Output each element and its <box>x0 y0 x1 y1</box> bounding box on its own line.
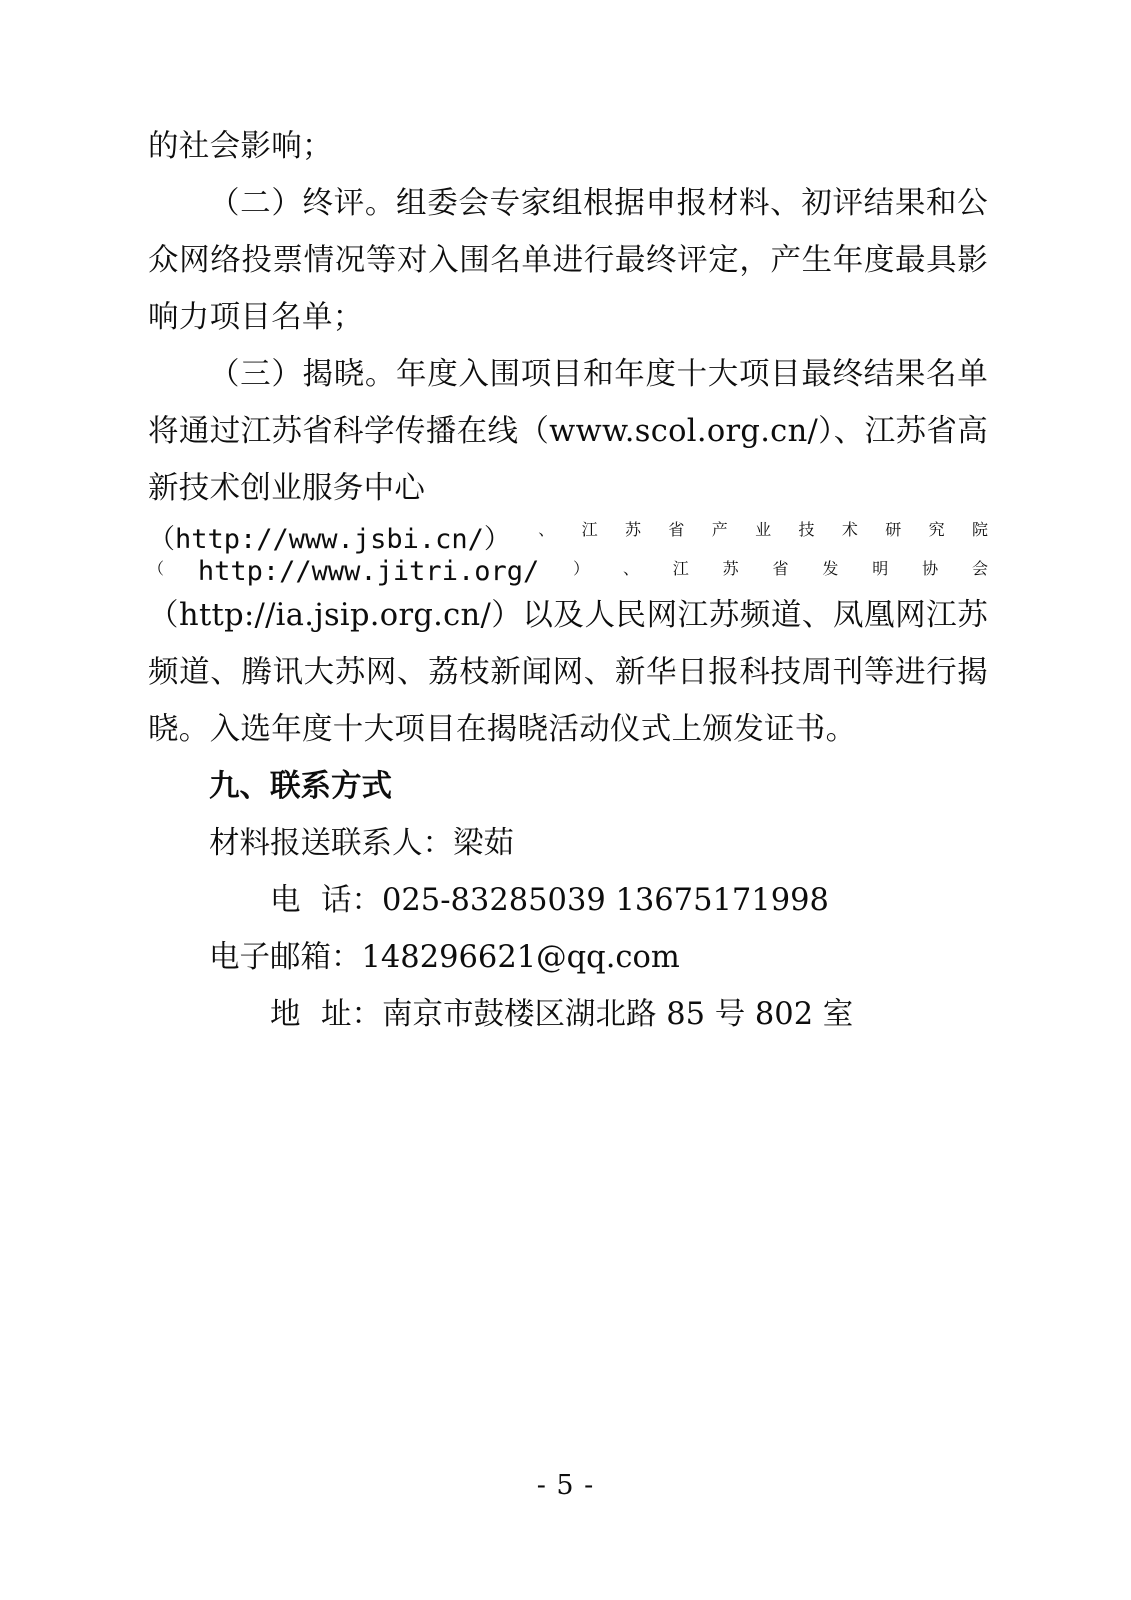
contact-person-value: 梁茹 <box>453 826 514 861</box>
contact-address <box>148 986 988 1043</box>
paren-close: ） <box>573 559 590 578</box>
char-7: 术 <box>841 520 858 539</box>
char-6: 技 <box>798 520 815 539</box>
paragraph-continuation: 的社会影响； <box>148 129 333 164</box>
page-number: - 5 - <box>536 1470 595 1501</box>
paren-open: （ <box>148 559 165 578</box>
char-3: 省 <box>668 520 685 539</box>
url-jitri: http://www.jitri.org/ <box>197 556 540 587</box>
url-line-jsbi <box>148 517 988 556</box>
contact-person-label: 材料报送联系人： <box>209 826 453 861</box>
char-15: 明 <box>872 559 889 578</box>
char-12: 苏 <box>722 559 739 578</box>
contact-phone-value: 025-83285039 13675171998 <box>382 883 829 918</box>
char-10: 院 <box>971 520 988 539</box>
char-13: 省 <box>772 559 789 578</box>
contact-phone <box>148 872 988 929</box>
char-14: 发 <box>822 559 839 578</box>
char-16: 协 <box>922 559 939 578</box>
paragraph-final-review: （二）终评。组委会专家组根据申报材料、初评结果和公众网络投票情况等对入围名单进行最终评定，产生年度最具影响力项目名单； <box>148 186 988 335</box>
section-heading-contact: 九、联系方式 <box>209 768 392 804</box>
char-4: 产 <box>711 520 728 539</box>
contact-email <box>148 929 988 986</box>
char-2: 苏 <box>624 520 641 539</box>
contact-email-label: 电子邮箱： <box>209 940 362 975</box>
char-8: 研 <box>885 520 902 539</box>
char-1: 江 <box>581 520 598 539</box>
document-body <box>148 118 988 1043</box>
contact-phone-label2: 话： <box>321 883 382 918</box>
contact-address-label2: 址： <box>321 997 382 1032</box>
contact-person <box>148 815 988 872</box>
contact-address-label: 地 <box>270 997 301 1032</box>
separator-2: 、 <box>622 559 639 578</box>
char-9: 究 <box>928 520 945 539</box>
url-jsbi: （http://www.jsbi.cn/） <box>148 524 511 555</box>
paragraph-media-list: （http://ia.jsip.org.cn/）以及人民网江苏频道、凤凰网江苏频道、腾讯大苏网、荔枝新闻网、新华日报科技周刊等进行揭晓。入选年度十大项目在揭晓活动仪式上颁发证书。 <box>148 598 988 747</box>
contact-phone-label: 电 <box>270 883 301 918</box>
separator-1: 、 <box>538 520 555 539</box>
url-line-jitri <box>148 556 988 587</box>
contact-email-value: 148296621@qq.com <box>361 940 680 975</box>
contact-address-value: 南京市鼓楼区湖北路 85 号 802 室 <box>382 997 854 1032</box>
paragraph-announcement: （三）揭晓。年度入围项目和年度十大项目最终结果名单将通过江苏省科学传播在线（www.scol.org.cn/）、江苏省高新技术创业服务中心 <box>148 357 988 506</box>
char-17: 会 <box>971 559 988 578</box>
char-11: 江 <box>672 559 689 578</box>
char-5: 业 <box>755 520 772 539</box>
